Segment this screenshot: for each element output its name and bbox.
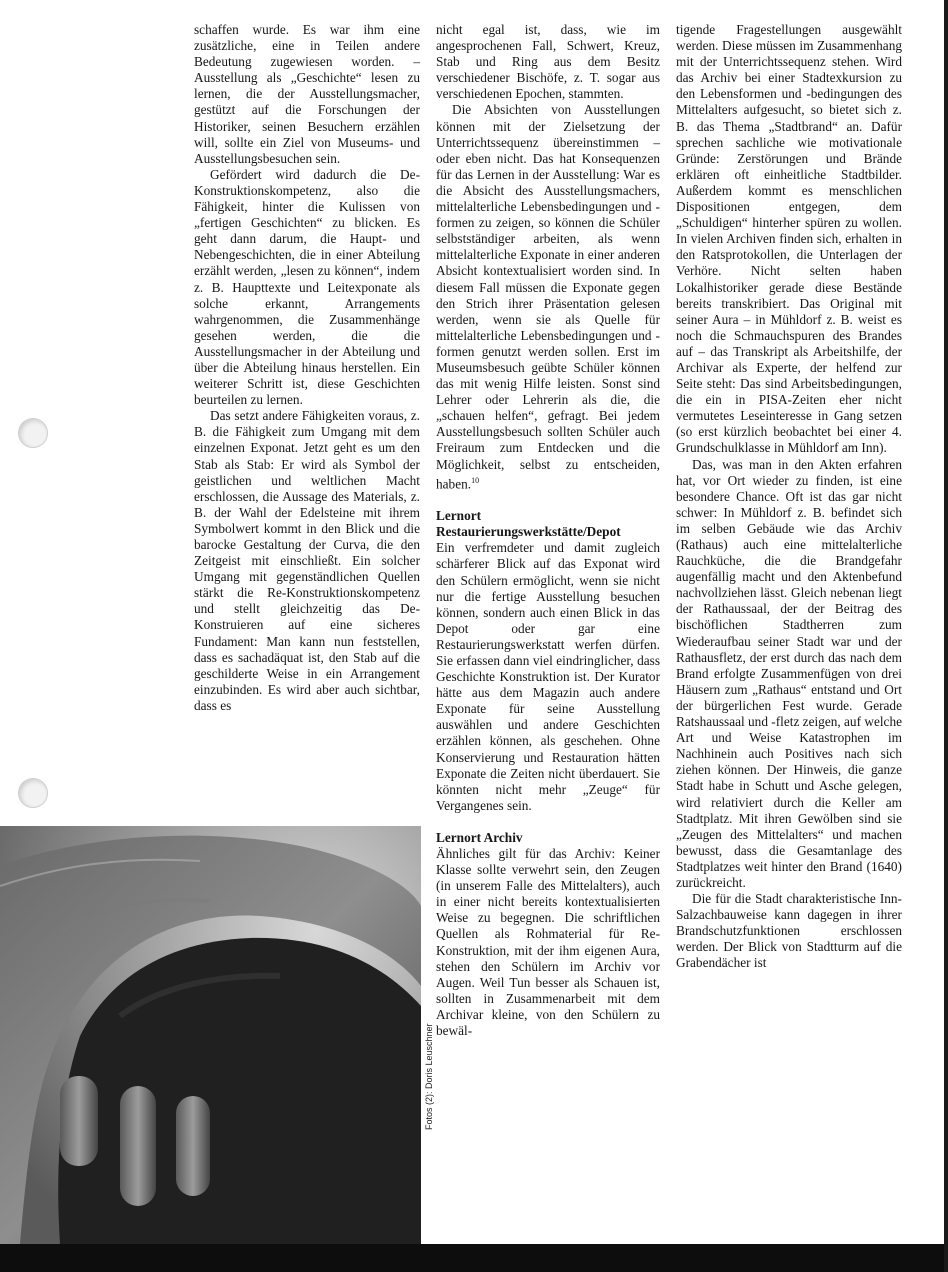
paragraph-text: Die Absichten von Ausstellungen können mit der Zielsetzung der Unterrichtssequenz übereinstimmen – oder eben nicht. Das hat Konsequenzen für das Lernen in der Ausstellung: War es die Absicht des Ausstellungsmachers, mittelalterliche Lebensbedingungen und -formen zu zeigen, so können die Schüler selbstständiger arbeiten, als wenn mittelalterliche Exponate in einer anderen Absicht kontextualisiert worden sind. In diesem Fall müssen die Exponate gegen den Strich ihrer Präsentation gelesen werden, wenn sie als Quelle für mittelalterliche Lebensbedingungen und -formen genutzt werden sollen. Erst im Museumsbesuch geübte Schüler können das mit wenig Hilfe leisten. Sonst sind Lehrer oder Lehrerin als die, die „schauen helfen“, gefragt. Bei jedem Ausstellungsbesuch sollten Schüler auch Freiraum zum Entdecken und die Möglichkeit, selbst zu entscheiden, haben. (436, 102, 660, 492)
section-heading-archiv: Lernort Archiv (436, 829, 523, 845)
punch-hole (18, 418, 48, 448)
paragraph: Ähnliches gilt für das Archiv: Keiner Klasse sollte verwehrt sein, den Zeugen (in unserem Falle des Mittelalters), auch in einer nicht bereits kontextualisierten Weise zu begegnen. Die schriftlichen Quellen als Rohmaterial für Re-Konstruktion, mit der ihm eigenen Aura, stehen den Schülern im Archiv vor Augen. Weil Tun besser als Schauen ist, sollten in Zusammenarbeit mit dem Archivar kleine, von den Schülern zu bewäl- (436, 846, 660, 1039)
paragraph: Das setzt andere Fähigkeiten voraus, z. B. die Fähigkeit zum Umgang mit dem einzelnen Exponat. Jetzt geht es um den Stab als Stab: Er wird als Symbol der geistlichen und weltlichen Macht erschlossen, die Aussage des Materials, z. B. der Wahl der Edelsteine mit ihrem Symbolwert kommt in den Blick und die barocke Gestaltung der Curva, die den Zeitgeist mit einschließt. Ein solcher Umgang mit gegenständlichen Quellen stärkt die Re-Konstruktionskompetenz und stellt gleichzeitig das De-Konstruieren auf eine sicheres Fundament: Man kann nun feststellen, dass es sachadäquat ist, den Stab auf die geschilderte Weise in ein Arrangement einzubinden. Es wird aber auch sichtbar, dass es (194, 408, 420, 713)
text-column-1 (194, 22, 420, 714)
paragraph: Gefördert wird dadurch die De-Konstruktionskompetenz, also die Fähigkeit, hinter die Kulissen von „fertigen Geschichten“ zu blicken. Es geht dann darum, die Haupt- und Nebengeschichten, die in einer Abteilung erzählt werden, „lesen zu können“, indem z. B. Haupttexte und Leitexponate als solche erkannt, Arrangements wahrgenommen, die Zusammenhänge gesehen werden, die die Ausstellungsmacher in der Abteilung und über die Abteilung hinaus herstellen. Ein weiterer Schritt ist, diese Geschichten beurteilen zu lernen. (194, 166, 420, 408)
text-column-2 (436, 22, 660, 1039)
punch-hole (18, 778, 48, 808)
paragraph: tigende Fragestellungen ausgewählt werden. Diese müssen im Zusammenhang mit der Unterrichtssequenz stehen. Wird das Archiv bei einer Stadtexkursion zu den Lebensformen und -bedingungen des Mittelalters aufgesucht, so bietet sich z. B. das Thema „Stadtbrand“ an. Dafür sprechen sachliche wie motivationale Gründe: Zerstörungen und Brände erklären oft einheitliche Stadtbilder. Außerdem kommt es menschlichen Dispositionen entgegen, dem „Schuldigen“ hinterher spüren zu wollen. In vielen Archiven finden sich, erhalten in den Ratsprotokollen, die Unterlagen der Verhöre. Nicht selten haben Lokalhistoriker gerade diese Bestände bereits transkribiert. Das Original mit seiner Aura – in Mühldorf z. B. weist es noch die Schmauchspuren des Brandes auf – das Transkript als Arbeitshilfe, der Archivar als Experte, der helfend zur Seite steht: Das sind Arbeitsbedingungen, die ein in PISA-Zeiten eher nicht vermutetes Leseinteresse in Gang setzen (so erst kürzlich beobachtet bei einer 4. Grundschulklasse in Mühldorf am Inn). (676, 22, 902, 456)
paragraph (436, 102, 660, 492)
scan-border-bottom (0, 1244, 948, 1272)
paragraph: schaffen wurde. Es war ihm eine zusätzliche, eine in Teilen andere Bedeutung zugewiesen worden. – Ausstellung als „Geschichte“ lesen zu lernen, die der Ausstellungsmacher, gestützt auf die Forschungen der Historiker, seinen Besuchern erzählen will, sollte ein Ziel von Museums- und Ausstellungsbesuchen sein. (194, 22, 420, 166)
crosier-photo (0, 826, 421, 1244)
footnote-marker: 10 (471, 475, 480, 485)
scan-border-right (944, 0, 948, 1272)
text-column-3 (676, 22, 902, 972)
paragraph: Ein verfremdeter und damit zugleich schärferer Blick auf das Exponat wird den Schülern ermöglicht, wenn sie nicht nur die fertige Ausstellung besuchen können, sondern auch einen Blick in das Depot oder gar eine Restaurierungswerkstatt werfen dürfen. Sie erfassen dann viel eindringlicher, dass Geschichte Konstruktion ist. Der Kurator hätte aus dem Magazin auch andere Exponate für seine Ausstellung auswählen und andere Geschichten erzählen können, als geschehen. Ohne Konservierung und Restauration hätten Exponate die Zeiten nicht überdauert. Sie könnten nicht mehr „Zeuge“ für Vergangenes sein. (436, 540, 660, 813)
paragraph: Das, was man in den Akten erfahren hat, vor Ort wieder zu finden, ist eine besondere Chance. Oft ist das gar nicht schwer: In Mühldorf z. B. befindet sich im selben Gebäude wie das Archiv (Rathaus) auch eine mittelalterliche Rauchküche, die die Brandgefahr augenfällig macht und den Aktenbefund nachvollziehen lässt. Gleich nebenan liegt der Rathaussaal, der der Beitrag des bischöflichen Stadtherren zum Wiederaufbau seiner Stadt war und der Rathausfletz, der erst durch das nach dem Brand erfolgte Zusammenfügen von drei Häusern zum „Rathaus“ entstand und Ort der bürgerlichen Fest wurde. Gerade Ratshaussaal und -fletz zeigen, auf welche Art und Weise Katastrophen im Nachhinein auch Positives nach sich ziehen können. Der Hinweis, die ganze Stadt habe in Schutt und Asche gelegen, wird relativiert durch die Keller am Stadtplatz. Mit ihren Gewölben sind sie „Zeugen des Mittelalters“ und machen bewusst, dass die Gesamtanlage des Stadtplatzes weit hinter den Brand (1640) zurückreicht. (676, 456, 902, 890)
paragraph: nicht egal ist, dass, wie im angesprochenen Fall, Schwert, Kreuz, Stab und Ring aus dem Besitz verschiedener Bischöfe, z. T. sogar aus verschiedenen Epochen, stammten. (436, 22, 660, 102)
paragraph: Die für die Stadt charakteristische Inn-Salzachbauweise kann dagegen in ihrer Brandschutzfunktionen erschlossen werden. Der Blick von Stadtturm auf die Grabendächer ist (676, 891, 902, 971)
section-heading-restaurierung: Lernort Restaurierungswerkstätte/Depot (436, 508, 621, 540)
photo-credit: Fotos (2): Doris Leuschner (424, 1023, 434, 1130)
